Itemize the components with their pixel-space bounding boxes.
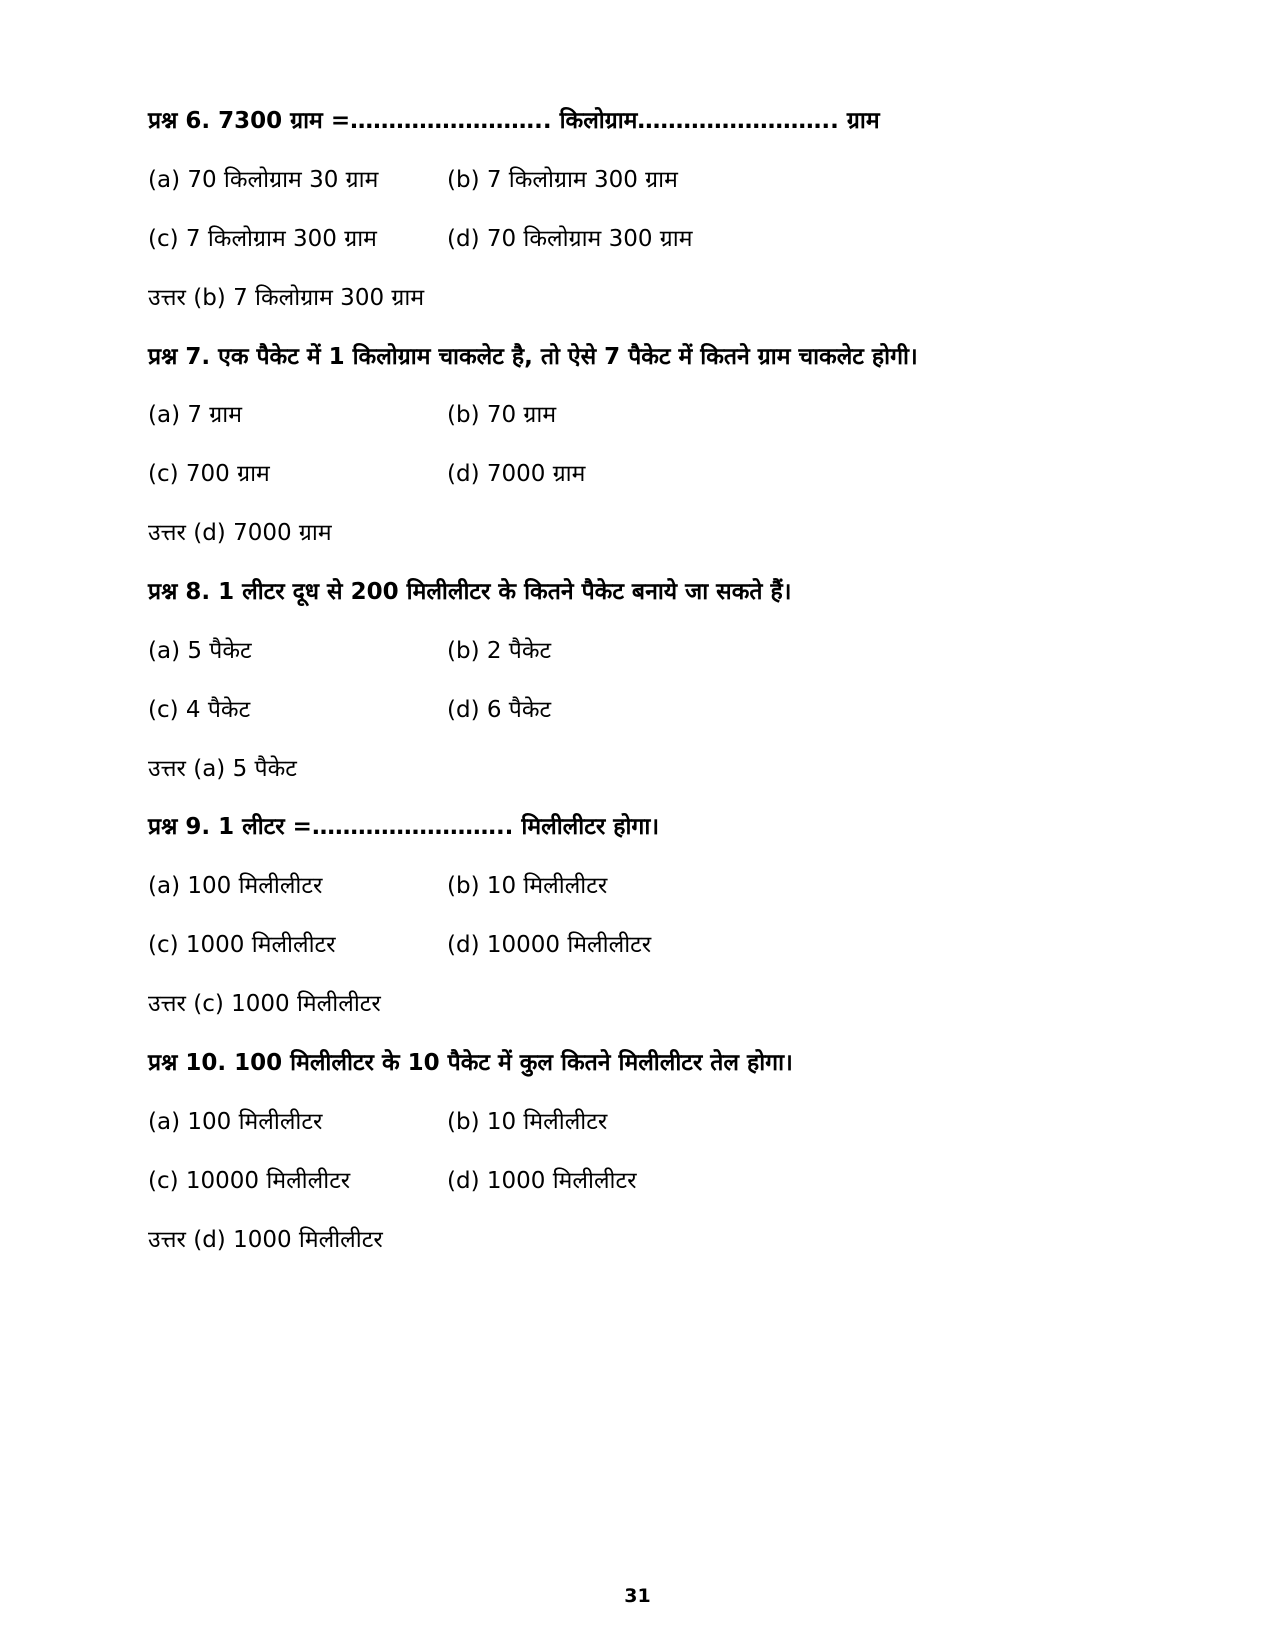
question-7-text: प्रश्न 7. एक पैकेट में 1 किलोग्राम चाकलेट है, तो ऐसे 7 पैकेट में कितने ग्राम चाकलेट होगी।: [148, 344, 918, 370]
question-9-option-c: (c) 1000 मिलीलीटर: [148, 932, 336, 958]
question-6-option-b: (b) 7 किलोग्राम 300 ग्राम: [447, 167, 678, 193]
question-6-text: प्रश्न 6. 7300 ग्राम =…………………….. किलोग्राम…………………….. ग्राम: [148, 108, 880, 134]
question-9-option-d: (d) 10000 मिलीलीटर: [447, 932, 652, 958]
question-8-text: प्रश्न 8. 1 लीटर दूध से 200 मिलीलीटर के कितने पैकेट बनाये जा सकते हैं।: [148, 579, 792, 605]
question-10-option-b: (b) 10 मिलीलीटर: [447, 1109, 608, 1135]
question-9-option-b: (b) 10 मिलीलीटर: [447, 873, 608, 899]
question-9-text: प्रश्न 9. 1 लीटर =…………………….. मिलीलीटर होगा।: [148, 814, 660, 840]
page-number: 31: [624, 1585, 651, 1607]
question-6-option-c: (c) 7 किलोग्राम 300 ग्राम: [148, 226, 377, 252]
question-8-answer: उत्तर (a) 5 पैकेट: [148, 756, 297, 782]
question-8-option-d: (d) 6 पैकेट: [447, 697, 552, 723]
question-8-option-a: (a) 5 पैकेट: [148, 638, 252, 664]
question-10-option-c: (c) 10000 मिलीलीटर: [148, 1168, 351, 1194]
question-10-text: प्रश्न 10. 100 मिलीलीटर के 10 पैकेट में कुल कितने मिलीलीटर तेल होगा।: [148, 1050, 793, 1076]
question-6-option-d: (d) 70 किलोग्राम 300 ग्राम: [447, 226, 693, 252]
question-6-option-a: (a) 70 किलोग्राम 30 ग्राम: [148, 167, 379, 193]
question-8-option-c: (c) 4 पैकेट: [148, 697, 251, 723]
question-7-option-b: (b) 70 ग्राम: [447, 402, 557, 428]
question-7-option-a: (a) 7 ग्राम: [148, 402, 242, 428]
question-6-answer: उत्तर (b) 7 किलोग्राम 300 ग्राम: [148, 285, 425, 311]
question-10-answer: उत्तर (d) 1000 मिलीलीटर: [148, 1227, 383, 1253]
question-10-option-a: (a) 100 मिलीलीटर: [148, 1109, 323, 1135]
question-10-option-d: (d) 1000 मिलीलीटर: [447, 1168, 637, 1194]
question-9-option-a: (a) 100 मिलीलीटर: [148, 873, 323, 899]
question-8-option-b: (b) 2 पैकेट: [447, 638, 552, 664]
question-7-answer: उत्तर (d) 7000 ग्राम: [148, 520, 332, 546]
question-7-option-d: (d) 7000 ग्राम: [447, 461, 586, 487]
question-7-option-c: (c) 700 ग्राम: [148, 461, 270, 487]
question-9-answer: उत्तर (c) 1000 मिलीलीटर: [148, 991, 381, 1017]
